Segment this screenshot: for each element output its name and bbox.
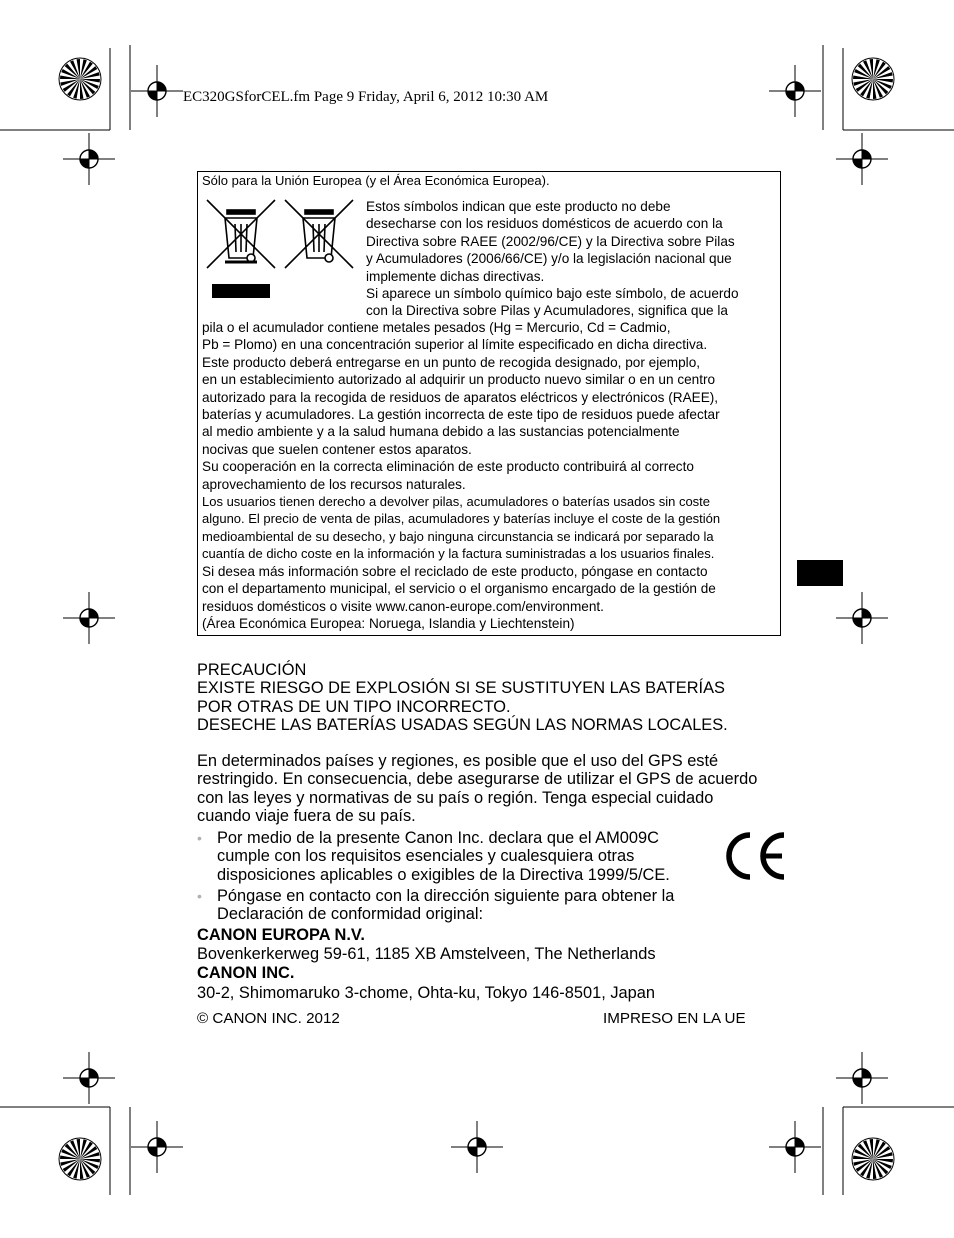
notice-right-text <box>366 198 778 320</box>
company-address: 30-2, Shimomaruko 3-chome, Ohta-ku, Tokyo 146-8501, Japan <box>197 983 655 1002</box>
color-target-icon <box>59 1138 101 1180</box>
registration-mark-icon <box>131 1121 183 1173</box>
list-item-line: Por medio de la presente Canon Inc. declara que el AM009C <box>217 829 659 847</box>
notice-line: Su cooperación en la correcta eliminación de este producto contribuirá al correcto <box>202 459 694 475</box>
copyright-text: © CANON INC. 2012 <box>197 1010 340 1027</box>
registration-mark-icon <box>836 133 888 185</box>
gps-line: cuando viaje fuera de su país. <box>197 807 416 826</box>
registration-mark-icon <box>451 1121 503 1173</box>
chemical-symbol-bar <box>212 284 270 298</box>
notice-line: Directiva sobre RAEE (2002/96/CE) y la Directiva sobre Pilas <box>366 233 735 249</box>
caution-block <box>197 661 728 734</box>
list-item-line: cumple con los requisitos esenciales y cualesquiera otras <box>217 847 635 866</box>
notice-line: Estos símbolos indican que este producto no debe <box>366 199 671 214</box>
notice-line: al medio ambiente y a la salud humana debido a las sustancias potencialmente <box>202 424 680 440</box>
company-name: CANON INC. <box>197 964 295 983</box>
notice-line: y Acumuladores (2006/66/CE) y/o la legislación nacional que <box>366 251 732 267</box>
caution-line: POR OTRAS DE UN TIPO INCORRECTO. <box>197 697 511 716</box>
registration-mark-icon <box>63 133 115 185</box>
registration-mark-icon <box>131 65 183 117</box>
registration-mark-icon <box>836 1052 888 1104</box>
notice-line: residuos domésticos o visite www.canon-europe.com/environment. <box>202 598 604 614</box>
notice-title: Sólo para la Unión Europea (y el Área Económica Europea). <box>202 173 550 188</box>
registration-mark-icon <box>836 592 888 644</box>
gps-line: En determinados países y regiones, es posible que el uso del GPS esté <box>197 752 719 770</box>
gps-line: con las leyes y normativas de su país o región. Tenga especial cuidado <box>197 788 714 807</box>
registration-mark-icon <box>63 1052 115 1104</box>
weee-crossed-bin-icon <box>207 200 275 268</box>
notice-line: medioambiental de su desecho, y bajo ninguna circunstancia se indicará por separado la <box>202 528 714 544</box>
notice-line: Si desea más información sobre el reciclado de este producto, póngase en contacto <box>202 563 708 579</box>
notice-line: Si aparece un símbolo químico bajo este símbolo, de acuerdo <box>366 286 739 302</box>
notice-line: desecharse con los residuos domésticos de acuerdo con la <box>366 216 723 232</box>
caution-line: EXISTE RIESGO DE EXPLOSIÓN SI SE SUSTITUYEN LAS BATERÍAS <box>197 679 725 698</box>
printed-in-text: IMPRESO EN LA UE <box>603 1010 746 1027</box>
notice-line: con la Directiva sobre Pilas y Acumuladores, significa que la <box>366 303 728 319</box>
notice-body-text <box>202 319 778 632</box>
company-address: Bovenkerkerweg 59-61, 1185 XB Amstelveen, The Netherlands <box>197 945 656 964</box>
notice-line: pila o el acumulador contiene metales pesados (Hg = Mercurio, Cd = Cadmio, <box>202 320 671 335</box>
weee-symbols <box>203 196 361 302</box>
notice-line: (Área Económica Europea: Noruega, Islandia y Liechtenstein) <box>202 615 575 631</box>
notice-line: baterías y acumuladores. La gestión incorrecta de este tipo de residuos puede afectar <box>202 407 720 423</box>
list-item-text <box>217 829 670 884</box>
notice-line: alguno. El precio de venta de pilas, acumuladores y baterías incluye el coste de la gestión <box>202 511 721 527</box>
gps-paragraph <box>197 752 757 826</box>
color-target-icon <box>59 58 101 100</box>
notice-line: aprovechamiento de los recursos naturales. <box>202 476 466 492</box>
list-item-line: disposiciones aplicables o exigibles de la Directiva 1999/5/CE. <box>217 865 670 884</box>
notice-line: en un establecimiento autorizado al adquirir un producto nuevo similar o en un centro <box>202 372 716 388</box>
caution-heading: PRECAUCIÓN <box>197 661 307 679</box>
company-name: CANON EUROPA N.V. <box>197 926 365 944</box>
list-item-text <box>217 887 674 924</box>
notice-line: cuantía de dicho coste en la información y la factura suministradas a los usuarios finales. <box>202 546 715 562</box>
caution-line: DESECHE LAS BATERÍAS USADAS SEGÚN LAS NORMAS LOCALES. <box>197 715 728 734</box>
ce-mark-icon <box>720 831 788 881</box>
section-thumb-tab <box>797 560 843 586</box>
notice-line: Este producto deberá entregarse en un punto de recogida designado, por ejemplo, <box>202 354 701 370</box>
company-info <box>197 926 656 1003</box>
file-info-header: EC320GSforCEL.fm Page 9 Friday, April 6, 2012 10:30 AM <box>183 89 549 105</box>
color-target-icon <box>852 58 894 100</box>
color-target-icon <box>852 1138 894 1180</box>
notice-line: Los usuarios tienen derecho a devolver pilas, acumuladores o baterías usados sin coste <box>202 494 711 510</box>
bullet-marker: • <box>197 830 202 846</box>
notice-line: Pb = Plomo) en una concentración superior al límite especificado en dicha directiva. <box>202 337 708 353</box>
notice-line: nocivas que suelen contener estos aparatos. <box>202 441 472 457</box>
bullet-marker: • <box>197 888 202 904</box>
notice-line: autorizado para la recogida de residuos de aparatos eléctricos y electrónicos (RAEE), <box>202 389 719 405</box>
gps-line: restringido. En consecuencia, debe asegurarse de utilizar el GPS de acuerdo <box>197 770 758 789</box>
registration-mark-icon <box>769 1121 821 1173</box>
weee-crossed-bin-icon <box>285 200 353 268</box>
list-item-line: Declaración de conformidad original: <box>217 905 484 924</box>
list-item-line: Póngase en contacto con la dirección siguiente para obtener la <box>217 887 675 905</box>
registration-mark-icon <box>769 65 821 117</box>
registration-mark-icon <box>63 592 115 644</box>
notice-line: con el departamento municipal, el servicio o el organismo encargado de la gestión de <box>202 581 716 597</box>
notice-line: implemente dichas directivas. <box>366 268 545 284</box>
